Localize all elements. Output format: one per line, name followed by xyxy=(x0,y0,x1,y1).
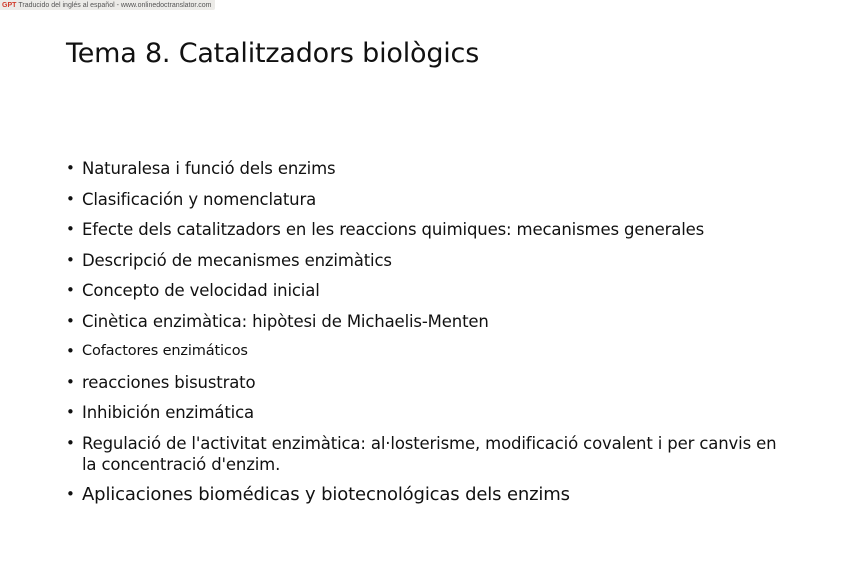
list-item-text: Clasificación y nomenclatura xyxy=(82,189,317,209)
list-item xyxy=(66,189,786,210)
bullet-icon: • xyxy=(66,220,75,238)
list-item xyxy=(66,402,786,423)
list-item xyxy=(66,372,786,393)
list-item-text: Concepto de velocidad inicial xyxy=(82,281,320,300)
bullet-icon: • xyxy=(66,485,75,503)
bullet-icon: • xyxy=(66,311,75,330)
list-item xyxy=(66,280,786,301)
list-item-text: Regulació de l'activitat enzimàtica: al·losterisme, modificació covalent i per canvis en la concentració d'enzim. xyxy=(82,433,777,474)
bullet-icon: • xyxy=(66,342,75,360)
bullet-icon: • xyxy=(66,433,75,452)
list-item xyxy=(66,158,786,179)
list-item-text: Cinètica enzimàtica: hipòtesi de Michaelis-Menten xyxy=(82,311,489,331)
list-item xyxy=(66,341,786,362)
list-item xyxy=(66,484,786,505)
list-item-text: Descripció de mecanismes enzimàtics xyxy=(82,250,392,270)
slide-title: Tema 8. Catalitzadors biològics xyxy=(66,38,480,69)
list-item-text: Efecte dels catalitzadors en les reaccions quimiques: mecanismes generales xyxy=(82,220,705,239)
translator-badge[interactable] xyxy=(0,0,215,10)
list-item xyxy=(66,219,786,240)
translator-badge-text: Traducido del inglés al español - www.onlinedoctranslator.com xyxy=(18,1,212,9)
list-item xyxy=(66,311,786,332)
list-item xyxy=(66,433,786,475)
list-item xyxy=(66,250,786,271)
bullet-icon: • xyxy=(66,403,75,421)
bullet-icon: • xyxy=(66,250,75,269)
translator-logo-icon: GPT xyxy=(2,1,17,9)
bullet-icon: • xyxy=(66,159,75,177)
list-item-text: Naturalesa i funció dels enzims xyxy=(82,159,336,178)
list-item-text: Inhibición enzimática xyxy=(82,403,255,422)
bullet-icon: • xyxy=(66,281,75,299)
bullet-icon: • xyxy=(66,189,75,208)
list-item-text: reacciones bisustrato xyxy=(82,372,256,392)
bullet-list xyxy=(66,158,786,515)
bullet-icon: • xyxy=(66,372,75,391)
list-item-text: Aplicaciones biomédicas y biotecnológicas dels enzims xyxy=(82,484,570,505)
list-item-text: Cofactores enzimáticos xyxy=(82,343,248,359)
